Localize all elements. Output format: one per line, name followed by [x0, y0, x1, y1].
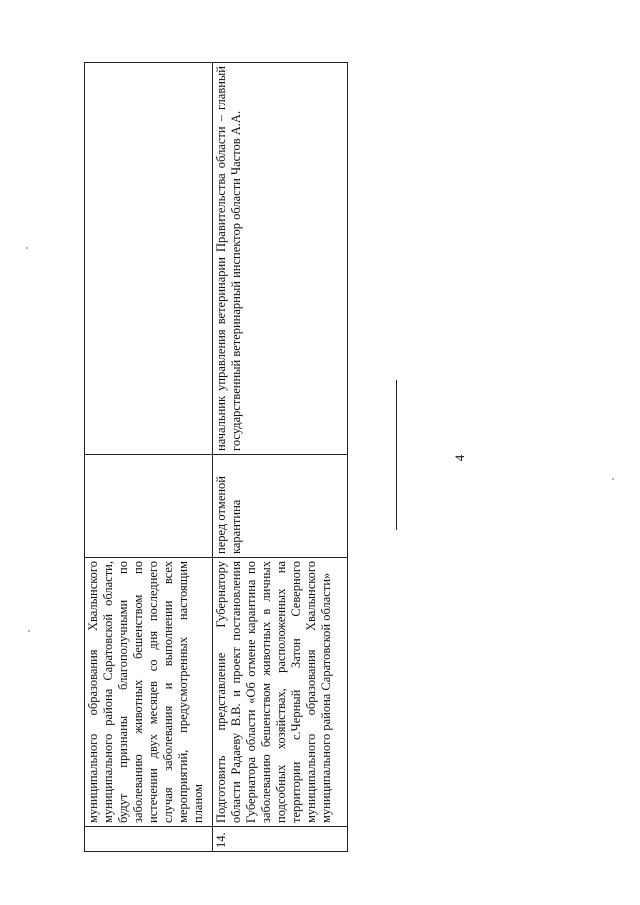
measure-text: муниципального образования Хвалынского муниципального района Саратовской области, будут признаны благополучными по заболеванию животных бешенством по истечении двух месяцев со дня последнего случая заболевания и выполнении всех мероприятий, предусмотренных настоящим планом [85, 558, 213, 827]
plan-table-container [84, 62, 348, 852]
table-row [213, 63, 348, 852]
measure-text: Подготовить представление Губернатору области Радаеву В.В. и проект постановления Губернатора области «Об отмене карантина по заболеванию бешенством животных в личных подсобных хозяйствах, расположенных на территории с.Черный Затон Северного муниципального образования Хвалынского муниципального района Саратовской области» [213, 558, 348, 827]
responsible-cell: начальник управления ветеринарии Правительства области – главный государственный ветеринарный инспектор области Частов А.А. [213, 63, 348, 455]
deadline-cell: перед отменой карантина [213, 455, 348, 558]
scan-speck [26, 247, 28, 249]
table-row [85, 63, 213, 852]
scan-speck [612, 478, 614, 480]
row-number: 14. [213, 827, 348, 852]
plan-table [84, 62, 348, 852]
deadline-cell [85, 455, 213, 558]
divider-line [396, 380, 397, 530]
responsible-cell [85, 63, 213, 455]
row-number [85, 827, 213, 852]
scan-speck [28, 630, 30, 632]
page-number: 4 [452, 454, 467, 462]
